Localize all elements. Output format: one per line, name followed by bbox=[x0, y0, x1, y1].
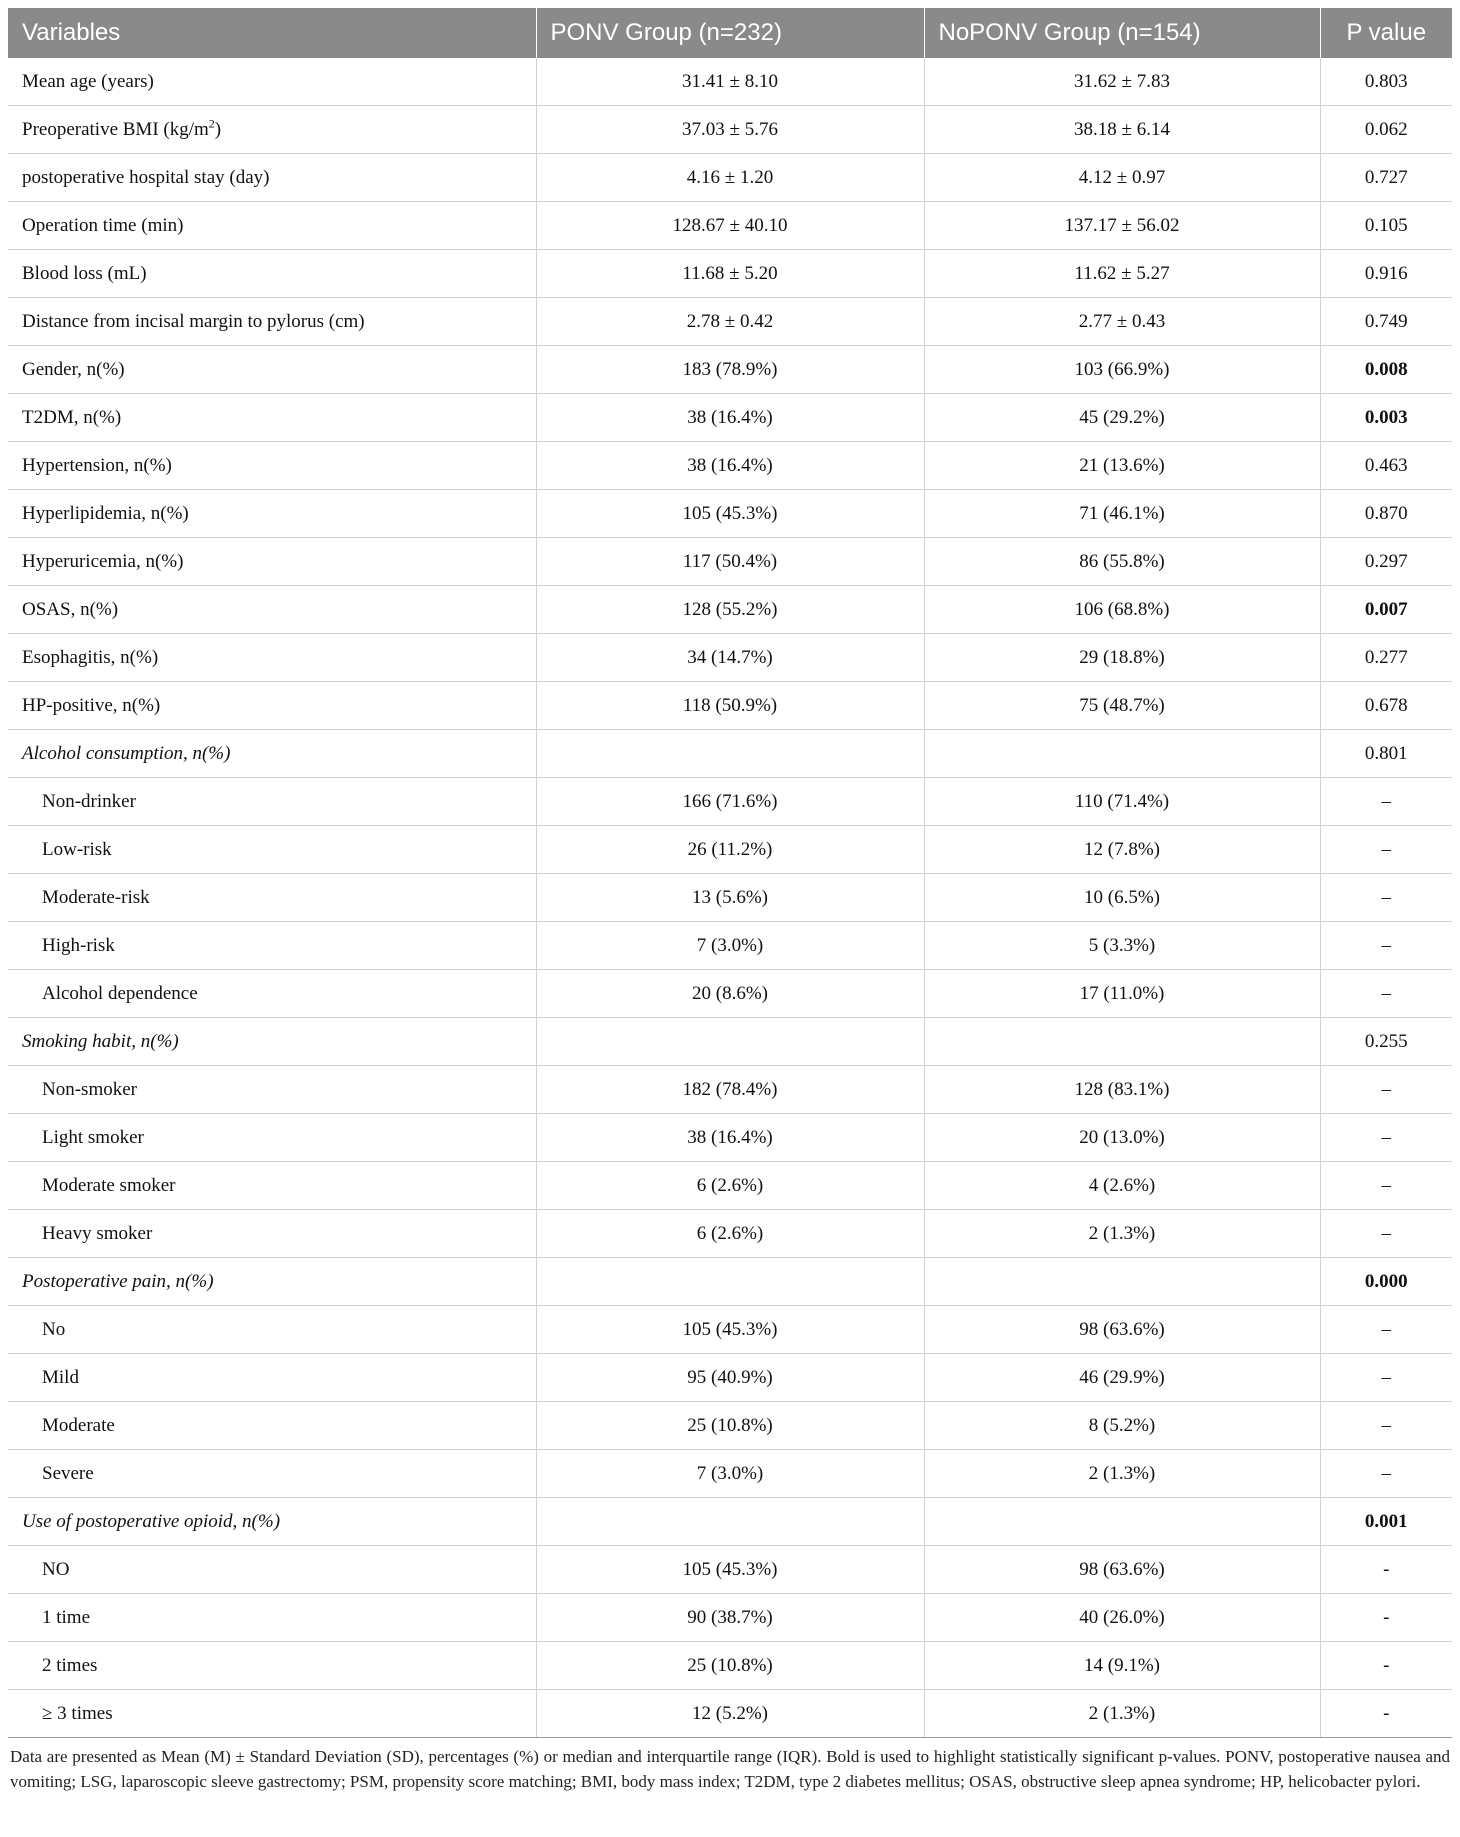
cell-ponv: 105 (45.3%) bbox=[536, 490, 924, 538]
cell-p-value: – bbox=[1320, 1450, 1452, 1498]
cell-ponv: 11.68 ± 5.20 bbox=[536, 250, 924, 298]
table-row bbox=[8, 970, 1452, 1018]
cell-ponv: 31.41 ± 8.10 bbox=[536, 58, 924, 106]
cell-ponv: 117 (50.4%) bbox=[536, 538, 924, 586]
cell-noponv: 21 (13.6%) bbox=[924, 442, 1320, 490]
cell-p-value: – bbox=[1320, 826, 1452, 874]
cell-variable: T2DM, n(%) bbox=[8, 394, 536, 442]
cell-ponv: 6 (2.6%) bbox=[536, 1210, 924, 1258]
table-row bbox=[8, 1498, 1452, 1546]
cell-variable: NO bbox=[8, 1546, 536, 1594]
table-row bbox=[8, 490, 1452, 538]
cell-noponv: 12 (7.8%) bbox=[924, 826, 1320, 874]
cell-variable: Moderate smoker bbox=[8, 1162, 536, 1210]
cell-variable: Hyperuricemia, n(%) bbox=[8, 538, 536, 586]
cell-noponv: 5 (3.3%) bbox=[924, 922, 1320, 970]
cell-variable: Distance from incisal margin to pylorus (cm) bbox=[8, 298, 536, 346]
cell-noponv: 17 (11.0%) bbox=[924, 970, 1320, 1018]
cell-p-value: – bbox=[1320, 778, 1452, 826]
cell-ponv: 38 (16.4%) bbox=[536, 442, 924, 490]
cell-noponv bbox=[924, 1258, 1320, 1306]
cell-variable: Use of postoperative opioid, n(%) bbox=[8, 1498, 536, 1546]
table-row bbox=[8, 1066, 1452, 1114]
table-container bbox=[8, 8, 1452, 1794]
cell-noponv: 45 (29.2%) bbox=[924, 394, 1320, 442]
cell-ponv bbox=[536, 1498, 924, 1546]
cell-ponv: 95 (40.9%) bbox=[536, 1354, 924, 1402]
table-row bbox=[8, 1114, 1452, 1162]
table-row bbox=[8, 1594, 1452, 1642]
cell-variable: Alcohol consumption, n(%) bbox=[8, 730, 536, 778]
data-table bbox=[8, 8, 1452, 1738]
cell-noponv: 86 (55.8%) bbox=[924, 538, 1320, 586]
cell-variable: Blood loss (mL) bbox=[8, 250, 536, 298]
unit-superscript: 2 bbox=[208, 116, 215, 131]
cell-p-value: 0.727 bbox=[1320, 154, 1452, 202]
cell-p-value: – bbox=[1320, 1066, 1452, 1114]
table-row bbox=[8, 1210, 1452, 1258]
table-row bbox=[8, 1258, 1452, 1306]
cell-p-value: 0.297 bbox=[1320, 538, 1452, 586]
cell-variable: Heavy smoker bbox=[8, 1210, 536, 1258]
cell-noponv: 71 (46.1%) bbox=[924, 490, 1320, 538]
cell-p-value: 0.749 bbox=[1320, 298, 1452, 346]
cell-ponv: 7 (3.0%) bbox=[536, 922, 924, 970]
cell-ponv: 38 (16.4%) bbox=[536, 394, 924, 442]
header-noponv-group: NoPONV Group (n=154) bbox=[924, 8, 1320, 58]
cell-p-value: - bbox=[1320, 1690, 1452, 1738]
cell-ponv: 118 (50.9%) bbox=[536, 682, 924, 730]
table-row bbox=[8, 298, 1452, 346]
cell-p-value: 0.801 bbox=[1320, 730, 1452, 778]
cell-ponv bbox=[536, 730, 924, 778]
cell-ponv: 182 (78.4%) bbox=[536, 1066, 924, 1114]
cell-ponv: 37.03 ± 5.76 bbox=[536, 106, 924, 154]
cell-variable: Esophagitis, n(%) bbox=[8, 634, 536, 682]
cell-noponv: 14 (9.1%) bbox=[924, 1642, 1320, 1690]
header-ponv-group: PONV Group (n=232) bbox=[536, 8, 924, 58]
cell-variable: No bbox=[8, 1306, 536, 1354]
table-row bbox=[8, 250, 1452, 298]
cell-p-value: 0.062 bbox=[1320, 106, 1452, 154]
cell-p-value: – bbox=[1320, 874, 1452, 922]
cell-variable: OSAS, n(%) bbox=[8, 586, 536, 634]
table-row bbox=[8, 346, 1452, 394]
cell-p-value: 0.008 bbox=[1320, 346, 1452, 394]
cell-noponv: 75 (48.7%) bbox=[924, 682, 1320, 730]
cell-variable: Postoperative pain, n(%) bbox=[8, 1258, 536, 1306]
cell-variable: Operation time (min) bbox=[8, 202, 536, 250]
cell-p-value: – bbox=[1320, 1162, 1452, 1210]
table-row bbox=[8, 730, 1452, 778]
table-row bbox=[8, 1450, 1452, 1498]
cell-ponv: 166 (71.6%) bbox=[536, 778, 924, 826]
cell-variable: Severe bbox=[8, 1450, 536, 1498]
cell-ponv: 128.67 ± 40.10 bbox=[536, 202, 924, 250]
cell-p-value: 0.803 bbox=[1320, 58, 1452, 106]
cell-p-value: – bbox=[1320, 1210, 1452, 1258]
cell-noponv: 98 (63.6%) bbox=[924, 1306, 1320, 1354]
cell-noponv: 103 (66.9%) bbox=[924, 346, 1320, 394]
variable-label-suffix: ) bbox=[214, 118, 222, 140]
table-row bbox=[8, 1642, 1452, 1690]
cell-ponv: 2.78 ± 0.42 bbox=[536, 298, 924, 346]
cell-p-value: – bbox=[1320, 922, 1452, 970]
cell-p-value: - bbox=[1320, 1594, 1452, 1642]
cell-variable: HP-positive, n(%) bbox=[8, 682, 536, 730]
cell-noponv: 20 (13.0%) bbox=[924, 1114, 1320, 1162]
table-row bbox=[8, 394, 1452, 442]
cell-noponv: 11.62 ± 5.27 bbox=[924, 250, 1320, 298]
table-row bbox=[8, 1306, 1452, 1354]
cell-p-value: 0.001 bbox=[1320, 1498, 1452, 1546]
cell-noponv: 2 (1.3%) bbox=[924, 1210, 1320, 1258]
cell-p-value: 0.000 bbox=[1320, 1258, 1452, 1306]
cell-variable: Smoking habit, n(%) bbox=[8, 1018, 536, 1066]
cell-p-value: 0.007 bbox=[1320, 586, 1452, 634]
cell-noponv: 137.17 ± 56.02 bbox=[924, 202, 1320, 250]
table-row bbox=[8, 922, 1452, 970]
cell-noponv: 106 (68.8%) bbox=[924, 586, 1320, 634]
cell-p-value: - bbox=[1320, 1642, 1452, 1690]
cell-ponv bbox=[536, 1018, 924, 1066]
table-row bbox=[8, 442, 1452, 490]
cell-variable: postoperative hospital stay (day) bbox=[8, 154, 536, 202]
table-row bbox=[8, 778, 1452, 826]
cell-noponv: 31.62 ± 7.83 bbox=[924, 58, 1320, 106]
table-row bbox=[8, 1690, 1452, 1738]
table-row bbox=[8, 874, 1452, 922]
cell-variable: 1 time bbox=[8, 1594, 536, 1642]
table-row bbox=[8, 1402, 1452, 1450]
cell-ponv: 38 (16.4%) bbox=[536, 1114, 924, 1162]
cell-variable: Light smoker bbox=[8, 1114, 536, 1162]
table-row bbox=[8, 202, 1452, 250]
cell-ponv: 105 (45.3%) bbox=[536, 1546, 924, 1594]
cell-ponv bbox=[536, 1258, 924, 1306]
cell-noponv bbox=[924, 1498, 1320, 1546]
table-row bbox=[8, 1018, 1452, 1066]
cell-ponv: 20 (8.6%) bbox=[536, 970, 924, 1018]
cell-variable: Moderate bbox=[8, 1402, 536, 1450]
cell-variable: Low-risk bbox=[8, 826, 536, 874]
cell-noponv: 4 (2.6%) bbox=[924, 1162, 1320, 1210]
cell-variable: Non-drinker bbox=[8, 778, 536, 826]
cell-ponv: 183 (78.9%) bbox=[536, 346, 924, 394]
cell-noponv: 4.12 ± 0.97 bbox=[924, 154, 1320, 202]
header-row bbox=[8, 8, 1452, 58]
cell-p-value: 0.678 bbox=[1320, 682, 1452, 730]
cell-ponv: 26 (11.2%) bbox=[536, 826, 924, 874]
cell-noponv: 8 (5.2%) bbox=[924, 1402, 1320, 1450]
cell-noponv: 98 (63.6%) bbox=[924, 1546, 1320, 1594]
cell-noponv: 29 (18.8%) bbox=[924, 634, 1320, 682]
table-row bbox=[8, 106, 1452, 154]
table-row bbox=[8, 58, 1452, 106]
cell-noponv bbox=[924, 1018, 1320, 1066]
table-footnote: Data are presented as Mean (M) ± Standard Deviation (SD), percentages (%) or median and interquartile range (IQR). Bold is used to highlight statistically significant p-values. PONV, postoperative nausea and vomiting; LSG, laparoscopic sleeve gastrectomy; PSM, propensity score matching; BMI, body mass index; T2DM, type 2 diabetes mellitus; OSAS, obstructive sleep apnea syndrome; HP, helicobacter pylori. bbox=[10, 1747, 1450, 1791]
cell-ponv: 128 (55.2%) bbox=[536, 586, 924, 634]
cell-variable: Moderate-risk bbox=[8, 874, 536, 922]
cell-ponv: 13 (5.6%) bbox=[536, 874, 924, 922]
cell-p-value: – bbox=[1320, 1114, 1452, 1162]
cell-variable: Non-smoker bbox=[8, 1066, 536, 1114]
cell-ponv: 90 (38.7%) bbox=[536, 1594, 924, 1642]
cell-variable: Alcohol dependence bbox=[8, 970, 536, 1018]
cell-variable bbox=[8, 106, 536, 154]
cell-ponv: 25 (10.8%) bbox=[536, 1402, 924, 1450]
cell-noponv: 2 (1.3%) bbox=[924, 1450, 1320, 1498]
cell-p-value: – bbox=[1320, 970, 1452, 1018]
table-row bbox=[8, 1162, 1452, 1210]
header-p-value: P value bbox=[1320, 8, 1452, 58]
cell-ponv: 4.16 ± 1.20 bbox=[536, 154, 924, 202]
table-row bbox=[8, 1546, 1452, 1594]
cell-noponv bbox=[924, 730, 1320, 778]
cell-ponv: 12 (5.2%) bbox=[536, 1690, 924, 1738]
cell-ponv: 6 (2.6%) bbox=[536, 1162, 924, 1210]
cell-noponv: 10 (6.5%) bbox=[924, 874, 1320, 922]
cell-variable: Gender, n(%) bbox=[8, 346, 536, 394]
table-header bbox=[8, 8, 1452, 58]
table-body bbox=[8, 58, 1452, 1738]
cell-variable: ≥ 3 times bbox=[8, 1690, 536, 1738]
cell-variable: 2 times bbox=[8, 1642, 536, 1690]
table-row bbox=[8, 1354, 1452, 1402]
cell-p-value: 0.105 bbox=[1320, 202, 1452, 250]
cell-noponv: 46 (29.9%) bbox=[924, 1354, 1320, 1402]
variable-label: Preoperative BMI (kg/m bbox=[22, 118, 209, 140]
table-row bbox=[8, 538, 1452, 586]
cell-p-value: 0.463 bbox=[1320, 442, 1452, 490]
cell-p-value: 0.916 bbox=[1320, 250, 1452, 298]
cell-p-value: 0.277 bbox=[1320, 634, 1452, 682]
cell-p-value: – bbox=[1320, 1402, 1452, 1450]
cell-variable: Hypertension, n(%) bbox=[8, 442, 536, 490]
cell-noponv: 38.18 ± 6.14 bbox=[924, 106, 1320, 154]
cell-p-value: 0.003 bbox=[1320, 394, 1452, 442]
cell-noponv: 110 (71.4%) bbox=[924, 778, 1320, 826]
cell-variable: Mean age (years) bbox=[8, 58, 536, 106]
cell-noponv: 128 (83.1%) bbox=[924, 1066, 1320, 1114]
cell-ponv: 105 (45.3%) bbox=[536, 1306, 924, 1354]
table-row bbox=[8, 682, 1452, 730]
table-row bbox=[8, 826, 1452, 874]
cell-variable: Mild bbox=[8, 1354, 536, 1402]
table-row bbox=[8, 586, 1452, 634]
cell-p-value: 0.870 bbox=[1320, 490, 1452, 538]
table-row bbox=[8, 634, 1452, 682]
cell-ponv: 25 (10.8%) bbox=[536, 1642, 924, 1690]
cell-p-value: – bbox=[1320, 1354, 1452, 1402]
cell-noponv: 2.77 ± 0.43 bbox=[924, 298, 1320, 346]
cell-ponv: 7 (3.0%) bbox=[536, 1450, 924, 1498]
cell-noponv: 2 (1.3%) bbox=[924, 1690, 1320, 1738]
header-variables: Variables bbox=[8, 8, 536, 58]
cell-noponv: 40 (26.0%) bbox=[924, 1594, 1320, 1642]
cell-variable: High-risk bbox=[8, 922, 536, 970]
cell-variable: Hyperlipidemia, n(%) bbox=[8, 490, 536, 538]
cell-p-value: – bbox=[1320, 1306, 1452, 1354]
table-row bbox=[8, 154, 1452, 202]
cell-ponv: 34 (14.7%) bbox=[536, 634, 924, 682]
cell-p-value: - bbox=[1320, 1546, 1452, 1594]
cell-p-value: 0.255 bbox=[1320, 1018, 1452, 1066]
